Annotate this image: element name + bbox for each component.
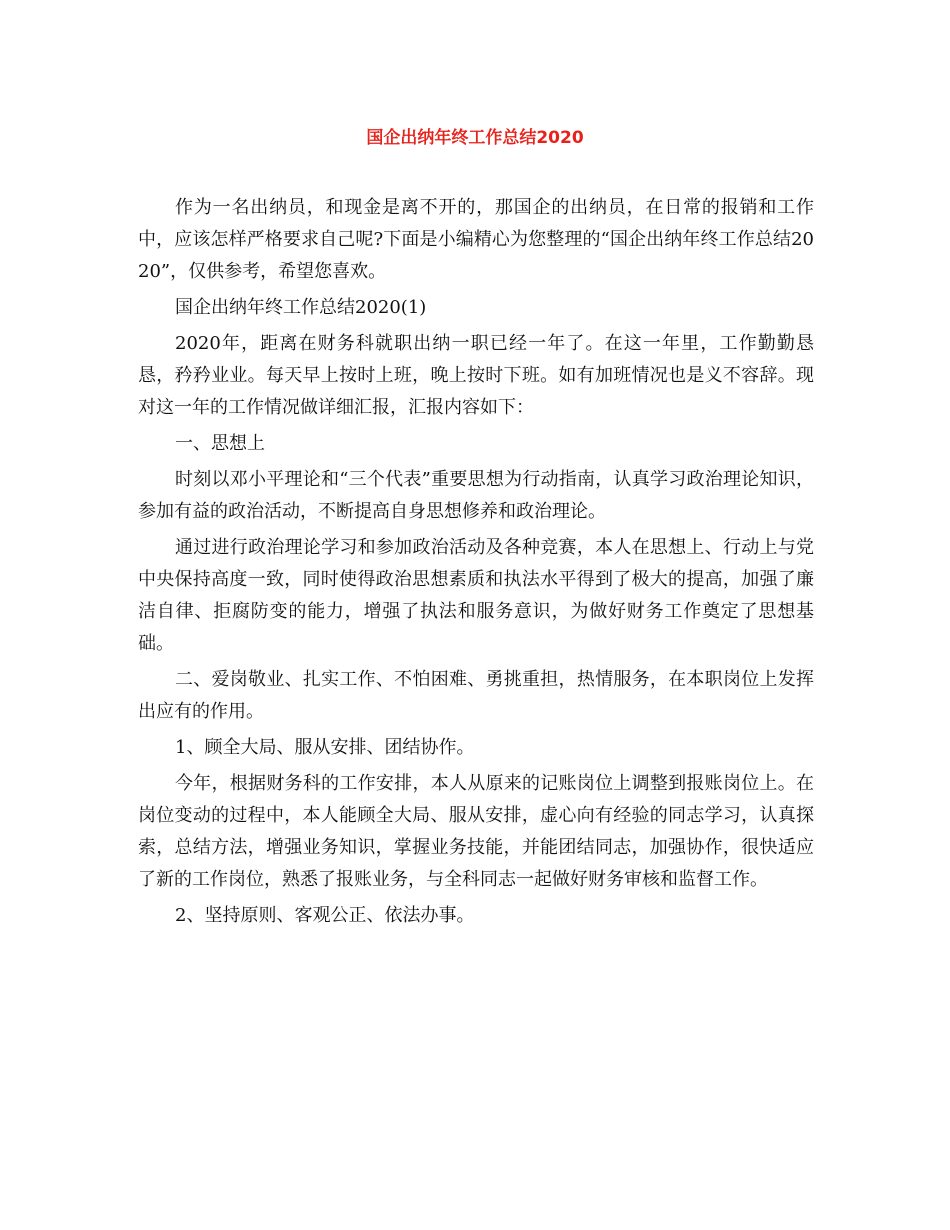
ideology-paragraph: 时刻以邓小平理论和“三个代表”重要思想为行动指南，认真学习政治理论知识，参加有益的政治活动，不断提高自身思想修养和政治理论。 <box>138 469 814 522</box>
subheading-principles: 2、坚持原则、客观公正、依法办事。 <box>175 905 475 926</box>
document-body <box>138 192 814 936</box>
document-title: 国企出纳年终工作总结2020 <box>366 128 584 148</box>
teamwork-paragraph: 今年，根据财务科的工作安排，本人从原来的记账岗位上调整到报账岗位上。在岗位变动的过程中，本人能顾全大局、服从安排，虚心向有经验的同志学习，认真探索，总结方法，增强业务知识，掌握业务技能，并能团结同志，加强协作，很快适应了新的工作岗位，熟悉了报账业务，与全科同志一起做好财务审核和监督工作。 <box>138 773 814 890</box>
study-paragraph: 通过进行政治理论学习和参加政治活动及各种竞赛，本人在思想上、行动上与党中央保持高度一致，同时使得政治思想素质和执法水平得到了极大的提高，加强了廉洁自律、拒腐防变的能力，增强了执法和服务意识，为做好财务工作奠定了思想基础。 <box>138 537 814 654</box>
subheading-teamwork: 1、顾全大局、服从安排、团结协作。 <box>175 737 475 758</box>
overview-paragraph: 2020年，距离在财务科就职出纳一职已经一年了。在这一年里，工作勤勤恳恳，矜矜业业。每天早上按时上班，晚上按时下班。如有加班情况也是义不容辞。现对这一年的工作情况做详细汇报，汇报内容如下： <box>138 333 814 418</box>
section-heading-dedication: 二、爱岗敬业、扎实工作、不怕困难、勇挑重担，热情服务，在本职岗位上发挥出应有的作用。 <box>138 669 814 722</box>
section-heading-ideology: 一、思想上 <box>175 433 265 454</box>
intro-paragraph: 作为一名出纳员，和现金是离不开的，那国企的出纳员，在日常的报销和工作中，应该怎样严格要求自己呢?下面是小编精心为您整理的“国企出纳年终工作总结2020”，仅供参考，希望您喜欢。 <box>138 197 814 282</box>
section-subtitle: 国企出纳年终工作总结2020(1) <box>175 297 427 318</box>
